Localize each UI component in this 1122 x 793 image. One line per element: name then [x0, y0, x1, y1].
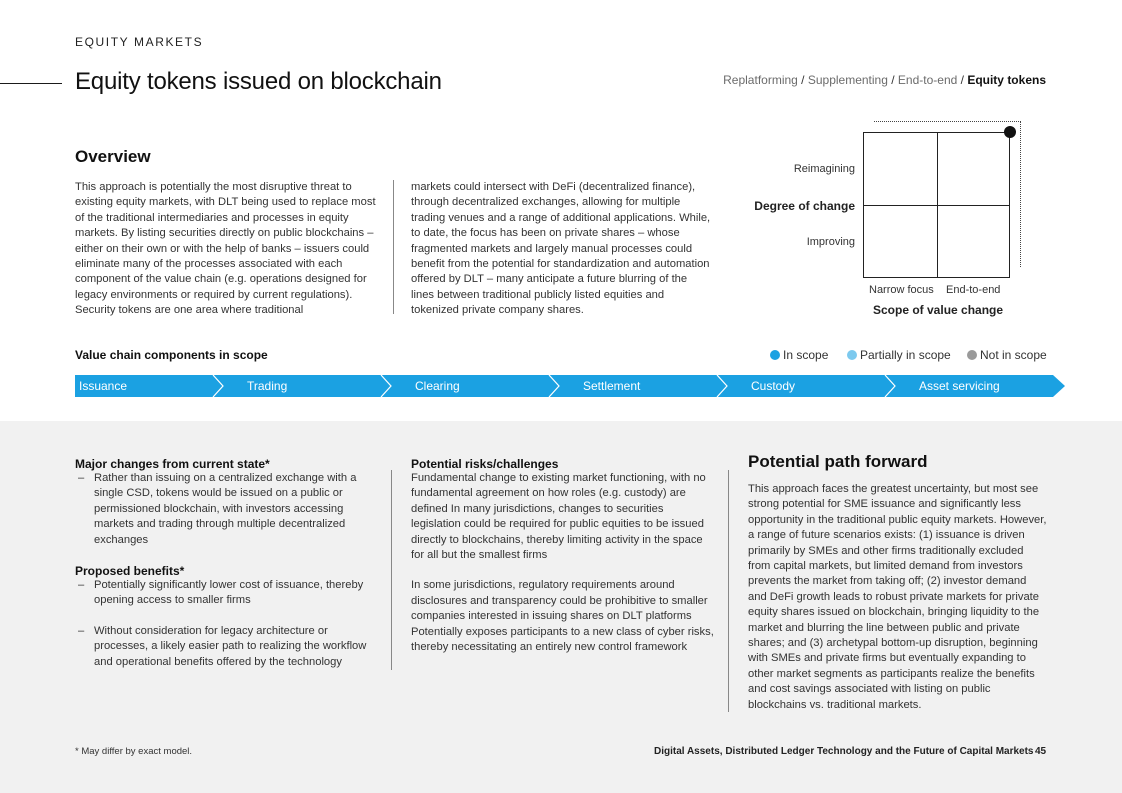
footnote: * May differ by exact model.: [75, 746, 193, 757]
report-title: Digital Assets, Distributed Ledger Technology and the Future of Capital Markets: [654, 746, 1034, 757]
overview-column-2: markets could intersect with DeFi (decentralized finance), through decentralized exchanges, allowing for multiple trading venues and a range of additional applications. While, to date, the focus has been on private shares – whose fragmented markets and largely manual processes could benefit from the potential for standardization and automation offered by DLT – many anticipate a future blurring of the lines between traditional publicly listed equities and tokenized private company shares.: [411, 181, 711, 317]
list-item: [75, 624, 375, 670]
value-chain-bar: [75, 375, 1065, 397]
major-changes-heading: Major changes from current state*: [75, 457, 270, 471]
chain-step-trading: Trading: [247, 379, 288, 393]
change-matrix: [863, 132, 1010, 278]
matrix-position-marker: [1004, 126, 1016, 138]
path-forward-column: [748, 452, 1048, 713]
risks-paragraph-2: In some jurisdictions, regulatory requirements around disclosures and transparency could be prohibitive to smaller companies interested in issuing shares on DLT platforms Potentially exposes participants to a new class of cyber risks, thereby necessitating an entirely new control framework: [411, 579, 714, 654]
value-chain-arrow: [75, 375, 1065, 397]
benefits-heading: Proposed benefits*: [75, 564, 185, 579]
page-number: 45: [1035, 746, 1047, 757]
chain-step-issuance: Issuance: [79, 379, 128, 393]
matrix-x-left-label: Narrow focus: [869, 284, 934, 296]
title-rule: [0, 83, 62, 84]
major-change-text: Rather than issuing on a centralized exchange with a single CSD, tokens would be issued on a public or permissioned blockchain, with investors accessing markets and trading through multiple decentralized exchanges: [94, 472, 357, 546]
overview-heading: Overview: [75, 147, 151, 166]
risks-paragraph-1: Fundamental change to existing market functioning, with no fundamental agreement on how roles (e.g. custody) are defined In many jurisdictions, changes to securities legislation could be required for public equities to be issued directly to blockchains, thereby limiting activity in the space for all but the smallest firms: [411, 472, 706, 562]
legend-not-in-scope: [967, 348, 1047, 362]
breadcrumb: [723, 73, 1046, 87]
legend-dot-in-scope: [770, 350, 780, 360]
list-item: [75, 471, 375, 548]
chain-step-custody: Custody: [751, 379, 796, 393]
column-divider: [391, 470, 392, 670]
breadcrumb-separator: /: [960, 73, 968, 87]
matrix-horizontal-divider: [864, 205, 1009, 206]
matrix-y-bottom-label: Improving: [806, 236, 855, 248]
matrix-x-axis-label: Scope of value change: [873, 303, 1004, 317]
legend-partially-in-scope: [847, 348, 951, 362]
legend-dot-not-in-scope: [967, 350, 977, 360]
dash-bullet: –: [78, 472, 85, 484]
dash-bullet: –: [78, 624, 85, 637]
breadcrumb-end-to-end[interactable]: End-to-end: [897, 73, 958, 87]
legend-label: Partially in scope: [860, 348, 951, 362]
matrix-y-axis-label: Degree of change: [754, 199, 855, 213]
legend-label: Not in scope: [980, 348, 1047, 362]
risks-heading: Potential risks/challenges: [411, 457, 559, 471]
page-title: Equity tokens issued on blockchain: [75, 68, 442, 95]
benefit-text: Potentially significantly lower cost of issuance, thereby opening access to smaller firms: [94, 579, 364, 607]
column-divider: [728, 470, 729, 712]
overview-column-1: This approach is potentially the most disruptive threat to existing equity markets, with DLT being used to replace most of the traditional intermediaries and processes in equity markets. By listing securities directly on public blockchains – either on their own or with the help of banks – issuers could eliminate many of the processes associated with each component of the value chain (e.g. operations designed for legacy environments or required by current regulations). Security tokens are one area where traditional: [75, 181, 376, 317]
chain-step-clearing: Clearing: [415, 379, 460, 393]
breadcrumb-replatforming[interactable]: Replatforming: [723, 73, 798, 87]
column-divider: [393, 180, 394, 314]
breadcrumb-separator: /: [801, 73, 808, 87]
matrix-x-right-label: End-to-end: [946, 284, 1001, 296]
benefit-text: Without consideration for legacy architecture or processes, a likely easier path to realizing the workflow and operational benefits offered by the technology: [94, 624, 367, 668]
changes-benefits-column: [75, 457, 375, 670]
chain-step-asset-servicing: Asset servicing: [919, 379, 1000, 393]
breadcrumb-equity-tokens: Equity tokens: [967, 73, 1046, 87]
dash-bullet: –: [78, 579, 85, 592]
breadcrumb-separator: /: [891, 73, 898, 87]
legend-dot-partial: [847, 350, 857, 360]
breadcrumb-supplementing[interactable]: Supplementing: [807, 73, 888, 87]
value-chain-title: Value chain components in scope: [75, 348, 268, 362]
legend-label: In scope: [783, 348, 829, 362]
list-item: [75, 578, 375, 609]
path-forward-body: This approach faces the greatest uncertainty, but most see strong potential for SME issuance and significantly less opportunity in the traditional public equity markets. However, a range of future scenarios exists: (1) issuance is driven primarily by SMEs and other firms traditionally excluded from capital markets, but limited demand from investors prevents the market from taking off; (2) investor demand and DeFi growth leads to robust private markets for private equity shares issued on blockchain, bringing liquidity to the market and blurring the line between public and private shares; and (3) archetypal bottom-up disruption, beginning with SMEs and private firms but eventually expanding to other market segments as participants realize the benefits and cost savings associated with listing on public blockchains vs. traditional markets.: [748, 483, 1047, 711]
legend-in-scope: [770, 348, 828, 362]
section-label: EQUITY MARKETS: [75, 35, 204, 49]
chain-step-settlement: Settlement: [583, 379, 641, 393]
matrix-y-top-label: Reimagining: [793, 163, 855, 175]
risks-column: [411, 457, 716, 655]
path-forward-heading: Potential path forward: [748, 452, 928, 471]
